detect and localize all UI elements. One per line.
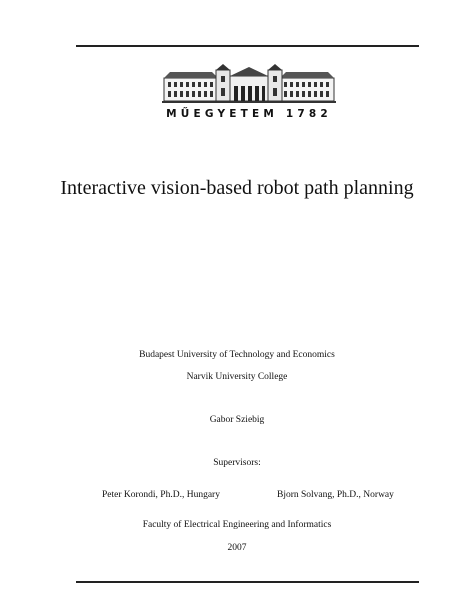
top-rule xyxy=(76,45,419,47)
logo-wordmark: MŰEGYETEM 1782 xyxy=(166,108,332,120)
university-logo xyxy=(160,64,338,120)
faculty-name: Faculty of Electrical Engineering and Informatics xyxy=(142,520,332,530)
college-name: Narvik University College xyxy=(186,372,288,382)
supervisor-first: Peter Korondi, Ph.D., Hungary xyxy=(102,490,220,500)
publication-year: 2007 xyxy=(227,543,247,553)
bottom-rule xyxy=(76,581,419,583)
building-engraving-icon xyxy=(160,64,338,120)
thesis-title: Interactive vision-based robot path planning xyxy=(60,177,414,199)
author-name: Gabor Sziebig xyxy=(209,415,265,425)
supervisor-second: Bjorn Solvang, Ph.D., Norway xyxy=(277,490,394,500)
supervisors-heading: Supervisors: xyxy=(213,458,261,468)
university-name: Budapest University of Technology and Economics xyxy=(139,350,335,360)
